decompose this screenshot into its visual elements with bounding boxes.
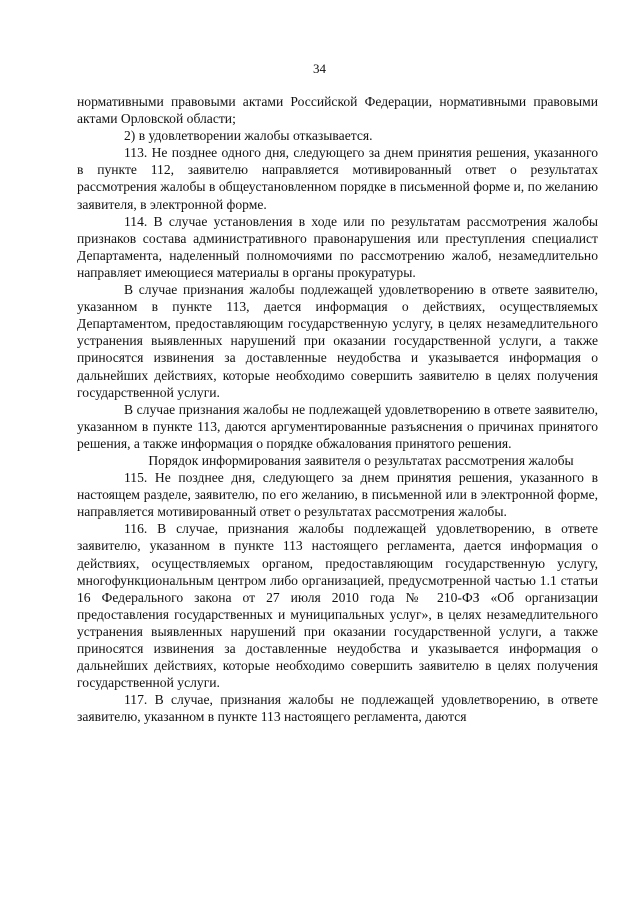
section-heading: Порядок информирования заявителя о результатах рассмотрения жалобы: [148, 452, 574, 468]
paragraph-item-2: 2) в удовлетворении жалобы отказывается.: [124, 128, 373, 144]
paragraph-continuation: нормативными правовыми актами Российской Федерации, нормативными правовыми актами Орловской области;: [77, 94, 598, 127]
paragraph-satisfied-complaint: В случае признания жалобы подлежащей удовлетворению в ответе заявителю, указанном в пункте 113, дается информация о действиях, осуществляемых Департаментом, предоставляющим государственную услугу, в целях незамедлительного устранения выявленных нарушений при оказании государственной услуги, а также приносятся извинения за доставленные неудобства и указывается информация о дальнейших действиях, которые необходимо совершить заявителю в целях получения государственной услуги.: [77, 282, 598, 400]
page-number: 34: [313, 61, 326, 76]
paragraph-115: 115. Не позднее дня, следующего за днем принятия решения, указанного в настоящем разделе, заявителю, по его желанию, в письменной или в электронной форме, направляется мотивированный ответ о результатах рассмотрения жалобы.: [77, 470, 598, 520]
document-body: [77, 93, 598, 725]
paragraph-117: 117. В случае, признания жалобы не подлежащей удовлетворению, в ответе заявителю, указанном в пункте 113 настоящего регламента, даются: [77, 692, 598, 725]
paragraph-113: 113. Не позднее одного дня, следующего за днем принятия решения, указанного в пункте 112, заявителю направляется мотивированный ответ о результатах рассмотрения жалобы в общеустановленном порядке в письменной форме и, по желанию заявителя, в электронной форме.: [77, 145, 598, 212]
paragraph-114: 114. В случае установления в ходе или по результатам рассмотрения жалобы признаков состава административного правонарушения или преступления специалист Департамента, наделенный полномочиями по рассмотрению жалоб, незамедлительно направляет имеющиеся материалы в органы прокуратуры.: [77, 213, 598, 280]
paragraph-116: 116. В случае, признания жалобы подлежащей удовлетворению, в ответе заявителю, указанном в пункте 113 настоящего регламента, дается информация о действиях, осуществляемых органом, предоставляющим государственную услугу, многофункциональным центром либо организацией, предусмотренной частью 1.1 статьи 16 Федерального закона от 27 июля 2010 года № 210-ФЗ «Об организации предоставления государственных и муниципальных услуг», в целях незамедлительного устранения выявленных нарушений при оказании государственной услуги, а также приносятся извинения за доставленные неудобства и указывается информация о дальнейших действиях, которые необходимо совершить заявителю в целях получения государственной услуги.: [77, 521, 598, 691]
paragraph-rejected-complaint: В случае признания жалобы не подлежащей удовлетворению в ответе заявителю, указанном в пункте 113, даются аргументированные разъяснения о причинах принятого решения, а также информация о порядке обжалования принятого решения.: [77, 401, 598, 451]
